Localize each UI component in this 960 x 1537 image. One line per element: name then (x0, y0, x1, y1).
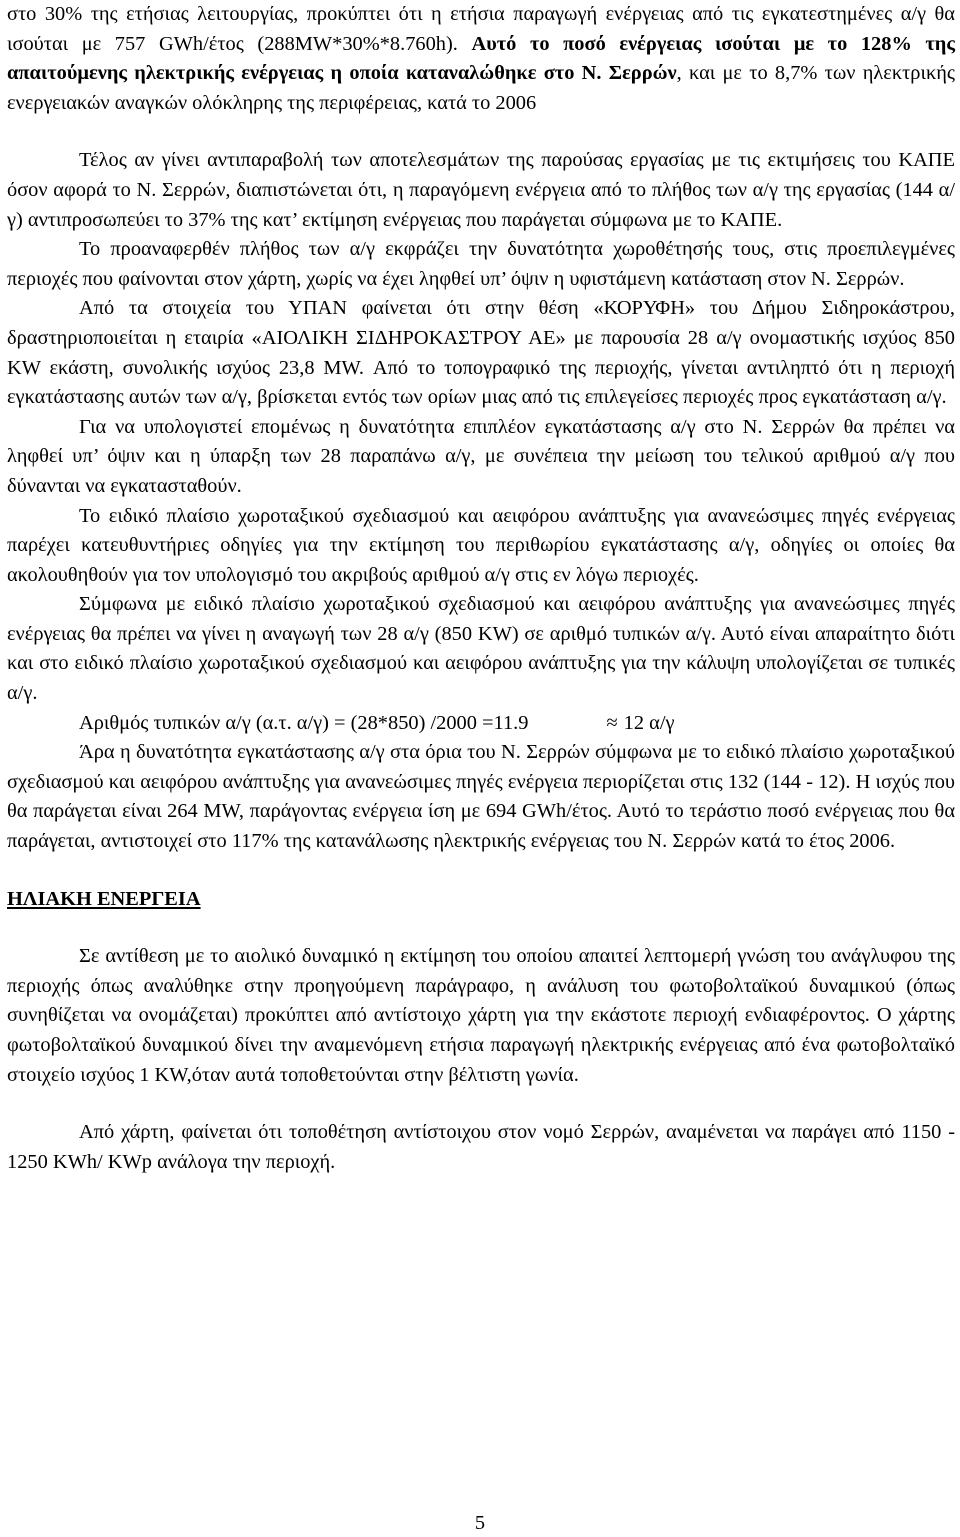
paragraph-solar-potential: Σε αντίθεση με το αιολικό δυναμικό η εκτίμηση του οποίου απαιτεί λεπτομερή γνώση του ανάγλυφου της περιοχής όπως αναλύθηκε στην προηγούμενη παράγραφο, η ανάλυση του φωτοβολταϊκού δυναμικού (όπως συνηθίζεται να ονομάζεται) προκύπτει από αντίστοιχο χάρτη για την εκάστοτε περιοχή ενδιαφέροντος. Ο χάρτης φωτοβολταϊκού δυναμικού δίνει την αναμενόμενη ετήσια παραγωγή ηλεκτρικής ενέργειας από ένα φωτοβολταϊκό στοιχείο ισχύος 1 KW,όταν αυτά τοποθετούνται στην βέλτιστη γωνία. (7, 945, 955, 1086)
spacer (7, 118, 955, 146)
formula-result: 12 α/γ (623, 711, 675, 734)
paragraph-spatial-framework: Το ειδικό πλαίσιο χωροταξικού σχεδιασμού και αειφόρου ανάπτυξης για ανανεώσιμες πηγές ενέργειας παρέχει κατευθυντήριες οδηγίες για την εκτίμηση του περιθωρίου εγκατάστασης α/γ, οδηγίες οι οποίες θα ακολουθηθούν για τον υπολογισμό του ακριβούς αριθμού α/γ στις εν λόγω περιοχές. (7, 504, 955, 586)
section-heading-solar: ΗΛΙΑΚΗ ΕΝΕΡΓΕΙΑ (7, 887, 201, 910)
formula-left: Αριθμός τυπικών α/γ (α.τ. α/γ) = (28*850) /2000 =11.9 (79, 711, 529, 734)
paragraph-text: , και με το 8,7% των ηλεκτρικής ενεργειακών αναγκών ολόκληρης της περιφέρειας, κατά το 2006 (7, 62, 955, 114)
paragraph-siting-capacity: Το προαναφερθέν πλήθος των α/γ εκφράζει την δυνατότητα χωροθέτησής τους, στις προεπιλεγμένες περιοχές που φαίνονται στον χάρτη, χωρίς να έχει ληφθεί υπ’ όψιν η υφιστάμενη κατάσταση στον Ν. Σερρών. (7, 238, 955, 290)
paragraph-typical-turbines: Σύμφωνα με ειδικό πλαίσιο χωροταξικού σχεδιασμού και αειφόρου ανάπτυξης για ανανεώσιμες πηγές ενέργειας θα πρέπει να γίνει η αναγωγή των 28 α/γ (850 KW) σε αριθμό τυπικών α/γ. Αυτό είναι απαραίτητο διότι και στο ειδικό πλαίσιο χωροταξικού σχεδιασμού και αειφόρου ανάπτυξης για την κάλυψη υπολογίζεται σε τυπικές α/γ. (7, 593, 955, 705)
paragraph-wind-energy-result (7, 0, 955, 118)
paragraph-installation-capacity: Άρα η δυνατότητα εγκατάστασης α/γ στα όρια του Ν. Σερρών σύμφωνα με το ειδικό πλαίσιο χωροταξικού σχεδιασμού και αειφόρου ανάπτυξης για ανανεώσιμες πηγές ενέργεια περιορίζεται στις 132 (144 - 12). Η ισχύς που θα παράγεται είναι 264 MW, παράγοντας ενέργεια ίση με 694 GWh/έτος. Αυτό το τεράστιο ποσό ενέργειας που θα παράγεται, αντιστοιχεί στο 117% της κατανάλωσης ηλεκτρικής ενέργειας του Ν. Σερρών κατά το έτος 2006. (7, 741, 955, 853)
paragraph-text: στο 30% της ετήσιας λειτουργίας, προκύπτει ότι η ετήσια παραγωγή ενέργειας από τις εγκατεστημένες α/γ θα ισούται με 757 GWh/έτος (288MW*30%*8.760h). (7, 3, 955, 55)
paragraph-ypan-data: Από τα στοιχεία του ΥΠΑΝ φαίνεται ότι στην θέση «ΚΟΡΥΦΗ» του Δήμου Σιδηροκάστρου, δραστηριοποιείται η εταιρία «ΑΙΟΛΙΚΗ ΣΙΔΗΡΟΚΑΣΤΡΟΥ ΑΕ» με παρουσία 28 α/γ ονομαστικής ισχύος 850 KW εκάστη, συνολικής ισχύος 23,8 MW. Από το τοπογραφικό της περιοχής, γίνεται αντιληπτό ότι η περιοχή εγκατάστασης αυτών των α/γ, βρίσκεται εντός των ορίων μιας από τις επιλεγείσες περιοχές προς εγκατάσταση α/γ. (7, 297, 955, 409)
paragraph-serres-production: Από χάρτη, φαίνεται ότι τοποθέτηση αντίστοιχου στον νομό Σερρών, αναμένεται να παράγει από 1150 - 1250 KWh/ KWp ανάλογα την περιοχή. (7, 1121, 955, 1173)
spacer (7, 857, 955, 885)
document-page (7, 0, 955, 1177)
paragraph-kape-comparison: Τέλος αν γίνει αντιπαραβολή των αποτελεσμάτων της παρούσας εργασίας με τις εκτιμήσεις του ΚΑΠΕ όσον αφορά το Ν. Σερρών, διαπιστώνεται ότι, η παραγόμενη ενέργεια από το πλήθος των α/γ της εργασίας (144 α/γ) αντιπροσωπεύει το 37% της κατ’ εκτίμηση ενέργειας που παράγεται σύμφωνα με το ΚΑΠΕ. (7, 149, 955, 231)
spacer (7, 1090, 955, 1118)
formula-typical-turbines (7, 709, 955, 739)
paragraph-additional-installation: Για να υπολογιστεί επομένως η δυνατότητα επιπλέον εγκατάστασης α/γ στο Ν. Σερρών θα πρέπει να ληφθεί υπ’ όψιν και η ύπαρξη των 28 παραπάνω α/γ, με συνέπεια την μείωση του τελικού αριθμού α/γ που δύνανται να εγκατασταθούν. (7, 415, 955, 497)
page-number: 5 (474, 1512, 486, 1534)
spacer (7, 914, 955, 942)
approximately-equal-icon: ≈ (606, 711, 618, 734)
bold-highlight-text: Αυτό το ποσό ενέργειας ισούται με το 128% της απαιτούμενης ηλεκτρικής ενέργειας η οποία καταναλώθηκε στο Ν. Σερρών (7, 32, 955, 85)
